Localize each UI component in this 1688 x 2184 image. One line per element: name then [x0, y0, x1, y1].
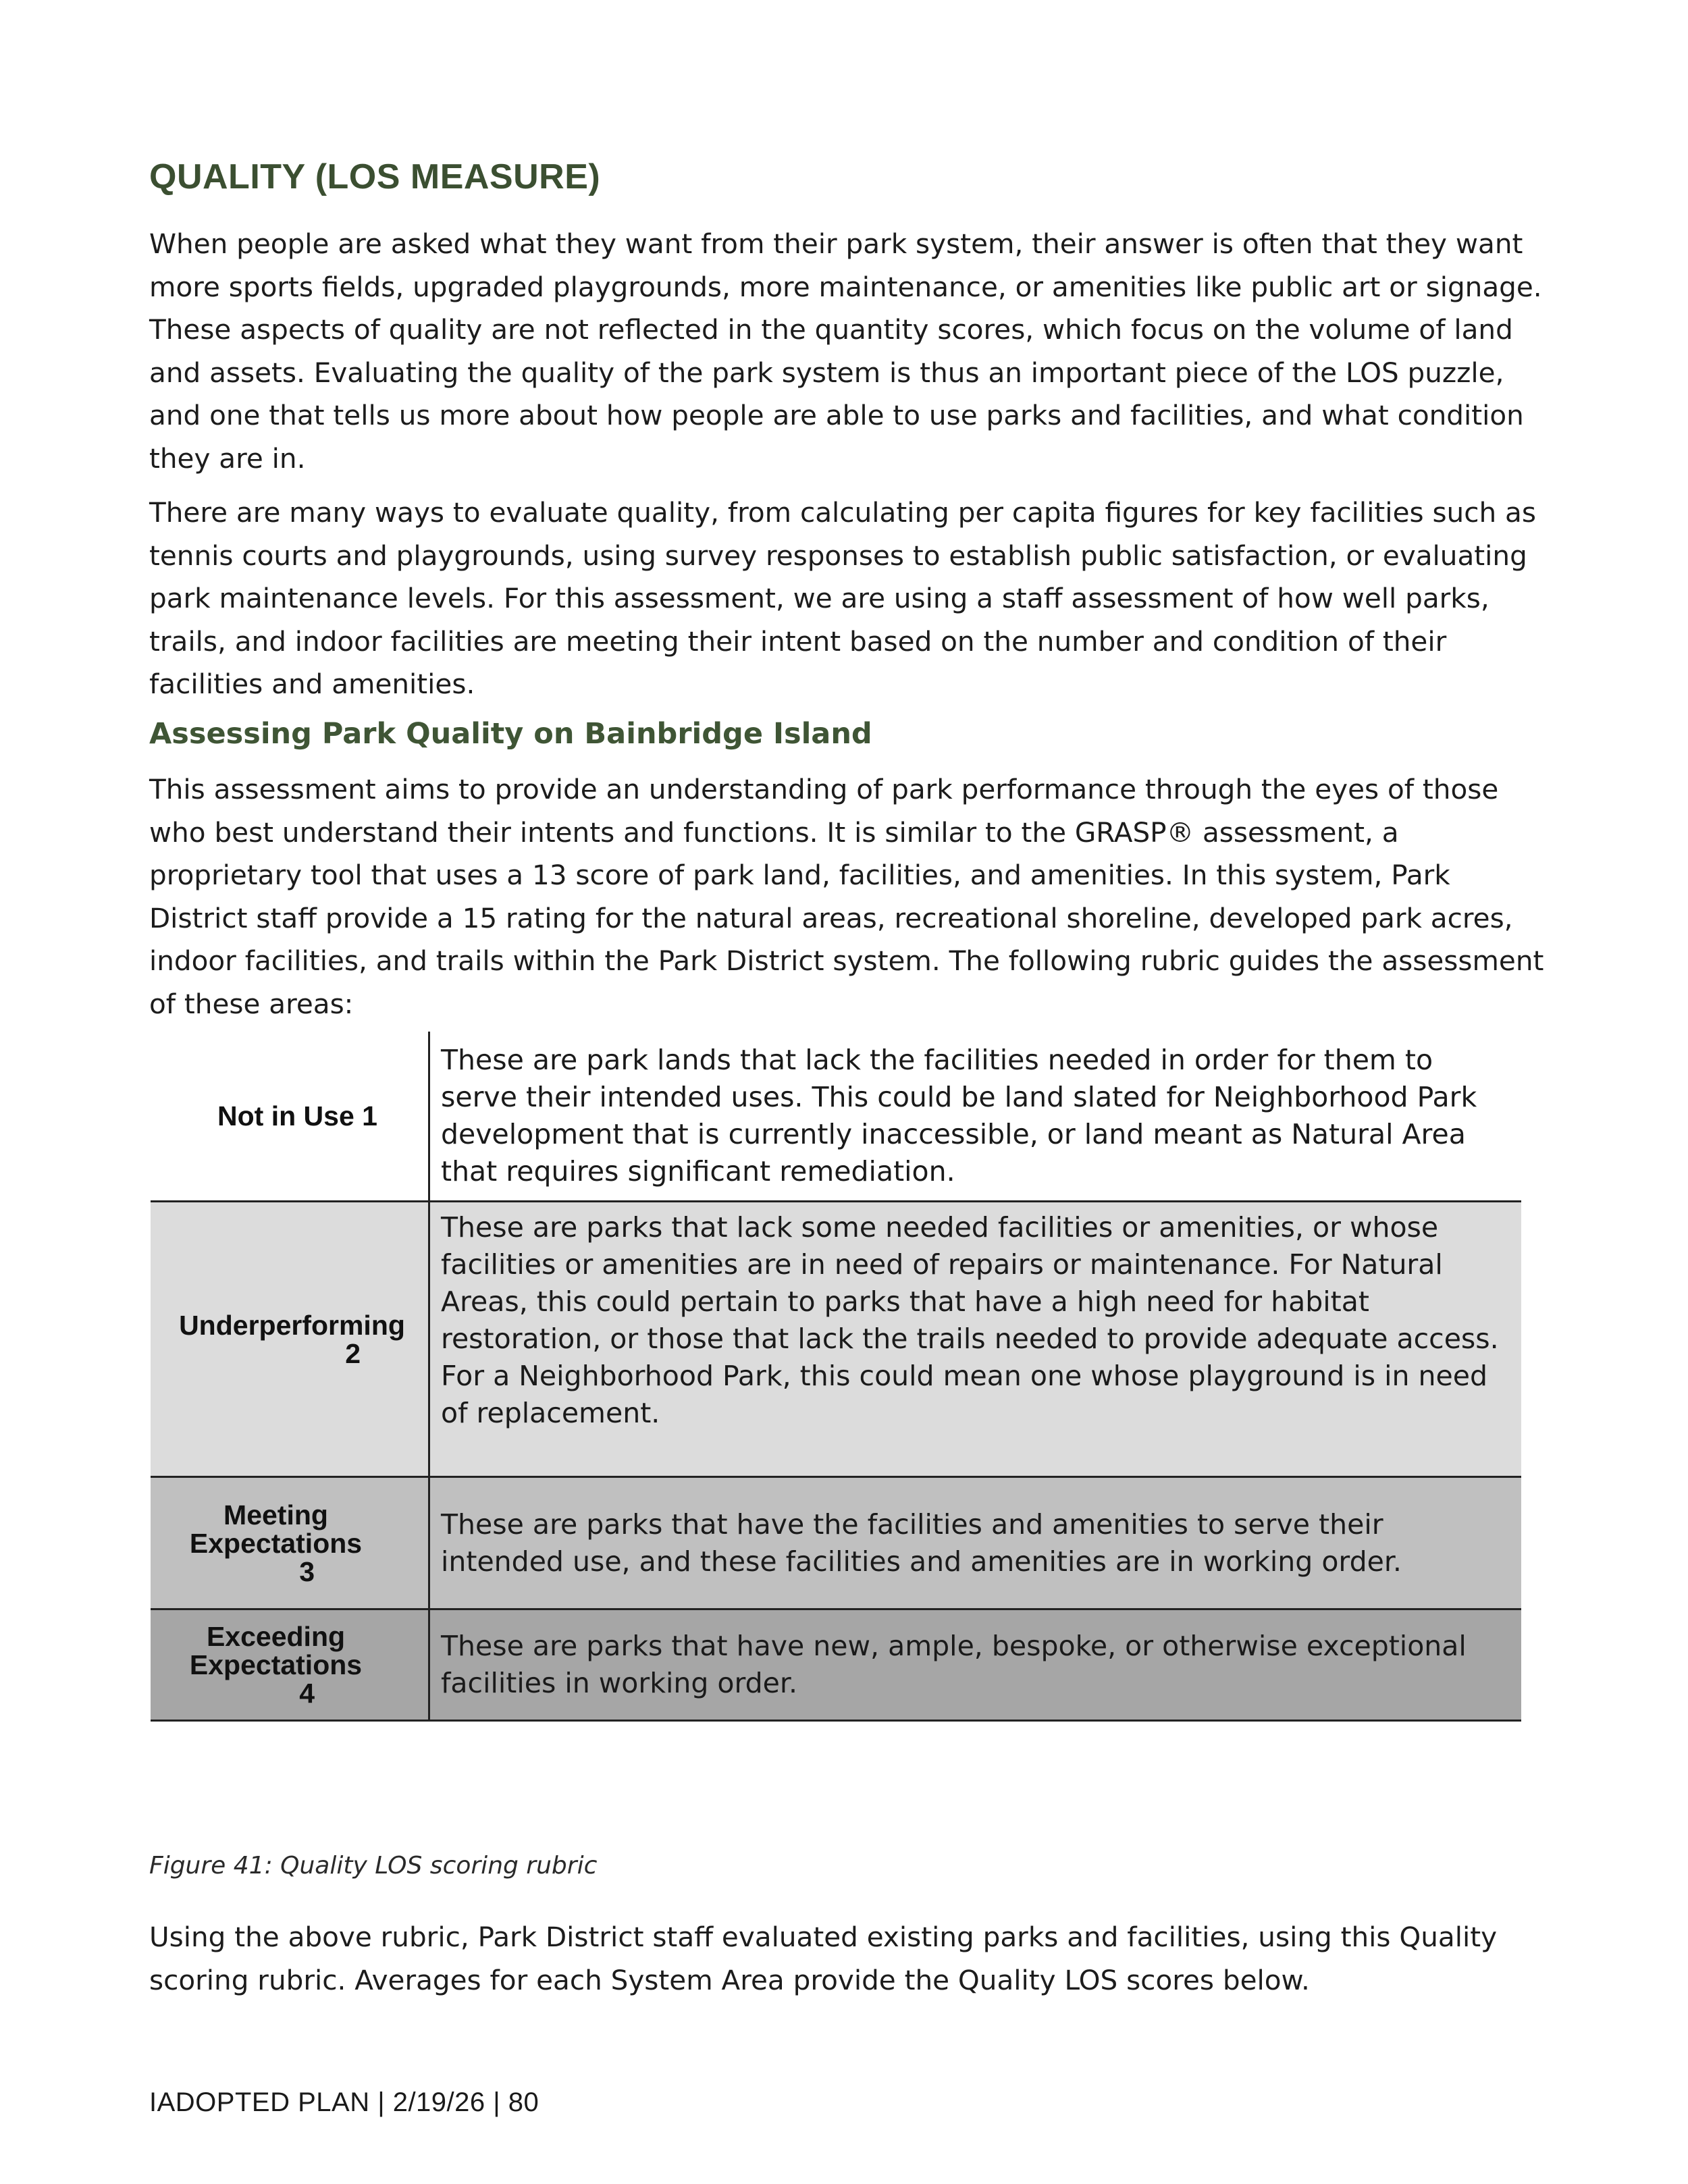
rubric-label-line1: Exceeding — [206, 1621, 346, 1652]
rubric-description: These are park lands that lack the facilities needed in order for them to serve their intended uses. This could be land slated for Neighborhood Park development that is currently inaccessible, or land meant as Natural Area that requires significant remediation. — [429, 1032, 1522, 1202]
rubric-score: 2 — [345, 1337, 361, 1369]
rubric-label-line1: Meeting — [223, 1499, 328, 1530]
rubric-row-exceeding-expectations — [151, 1609, 1521, 1721]
rubric-label: Not in Use 1 — [217, 1100, 377, 1131]
rubric-description: These are parks that have the facilities and amenities to serve their intended use, and these facilities and amenities are in working order. — [429, 1477, 1522, 1609]
quality-rubric-table — [151, 1032, 1521, 1722]
methods-paragraph: There are many ways to evaluate quality, from calculating per capita figures for key facilities such as tennis courts and playgrounds, using survey responses to establish public satisfaction, or evaluating park maintenance levels. For this assessment, we are using a staff assessment of how well parks, trails, and indoor facilities are meeting their intent based on the number and condition of their facilities and amenities. — [149, 496, 1536, 700]
rubric-label-cell — [151, 1202, 429, 1477]
rubric-label: Underperforming — [179, 1309, 405, 1341]
rubric-score: 3 — [299, 1555, 315, 1587]
rubric-label-cell — [151, 1477, 429, 1609]
assessment-paragraph: This assessment aims to provide an understanding of park performance through the eyes of those who best understand their intents and functions. It is similar to the GRASP® assessment, a proprietary tool that uses a 13 score of park land, facilities, and amenities. In this system, Park District staff provide a 15 rating for the natural areas, recreational shoreline, developed park acres, indoor facilities, and trails within the Park District system. The following rubric guides the assessment of these areas: — [149, 773, 1544, 1020]
section-subheading: Assessing Park Quality on Bainbridge Island — [149, 717, 872, 751]
rubric-label-line2: Expectations — [189, 1649, 363, 1680]
rubric-row-not-in-use — [151, 1032, 1521, 1202]
page-footer: IADOPTED PLAN | 2/19/26 | 80 — [149, 2087, 539, 2117]
figure-caption: Figure 41: Quality LOS scoring rubric — [149, 1852, 598, 1880]
page-heading: QUALITY (LOS MEASURE) — [149, 157, 601, 196]
rubric-row-meeting-expectations — [151, 1477, 1521, 1609]
intro-paragraph: When people are asked what they want from their park system, their answer is often that they want more sports fields, upgraded playgrounds, more maintenance, or amenities like public art or signage. These aspects of quality are not reflected in the quantity scores, which focus on the volume of land and assets. Evaluating the quality of the park system is thus an important piece of the LOS puzzle, and one that tells us more about how people are able to use parks and facilities, and what condition they are in. — [149, 228, 1542, 475]
rubric-row-underperforming — [151, 1202, 1521, 1477]
rubric-label-line2: Expectations — [189, 1527, 363, 1559]
rubric-score: 4 — [299, 1678, 315, 1709]
closing-paragraph: Using the above rubric, Park District staff evaluated existing parks and facilities, using this Quality scoring rubric. Averages for each System Area provide the Quality LOS scores below. — [149, 1921, 1498, 1996]
rubric-description: These are parks that lack some needed facilities or amenities, or whose facilities or amenities are in need of repairs or maintenance. For Natural Areas, this could pertain to parks that have a high need for habitat restoration, or those that lack the trails needed to provide adequate access. For a Neighborhood Park, this could mean one whose playground is in need of replacement. — [429, 1202, 1522, 1477]
rubric-label-cell — [151, 1609, 429, 1721]
rubric-description: These are parks that have new, ample, bespoke, or otherwise exceptional facilities in working order. — [429, 1609, 1522, 1721]
rubric-label-cell — [151, 1032, 429, 1202]
